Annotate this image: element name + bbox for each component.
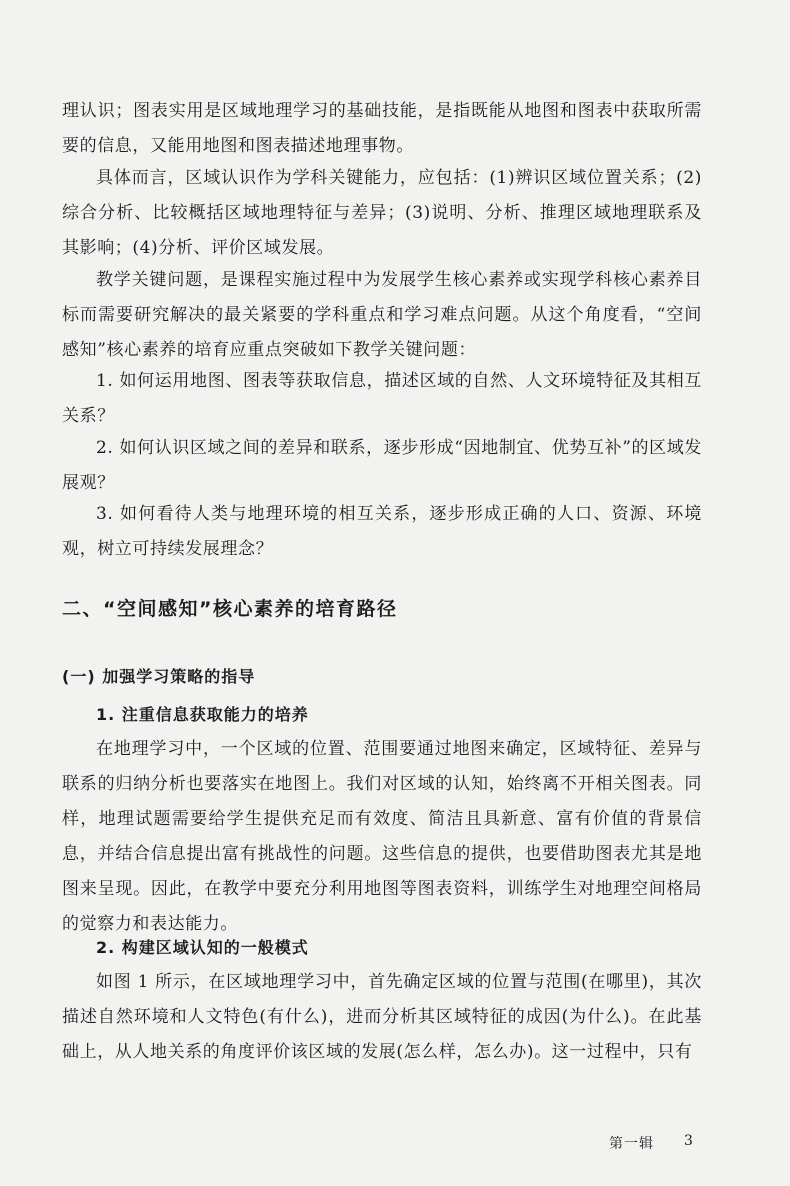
footer-series: 第一辑 (609, 1136, 654, 1152)
item-2-text: 如图 1 所示，在区域地理学习中，首先确定区域的位置与范围(在哪里)，其次描述自然环境和人文特色(有什么)，进而分析其区域特征的成因(为什么)。在此基础上，从人地关系的角度评价该区域的发展(怎么样，怎么办)。这一过程中，只有 (62, 972, 702, 1062)
item-1-title: 1. 注重信息获取能力的培养 (96, 705, 309, 724)
paragraph-specific: 具体而言，区域认识作为学科关键能力，应包括：(1)辨识区域位置关系；(2)综合分析、比较概括区域地理特征与差异；(3)说明、分析、推理区域地理联系及其影响；(4)分析、评价区域发展。 (62, 168, 702, 258)
question-2: 2. 如何认识区域之间的差异和联系，逐步形成“因地制宜、优势互补”的区域发展观？ (62, 438, 702, 493)
item-1-text: 在地理学习中，一个区域的位置、范围要通过地图来确定，区域特征、差异与联系的归纳分析也要落实在地图上。我们对区域的认知，始终离不开相关图表。同样，地理试题需要给学生提供充足而有效度、简洁且具新意、富有价值的背景信息，并结合信息提出富有挑战性的问题。这些信息的提供，也要借助图表尤其是地图来呈现。因此，在教学中要充分利用地图等图表资料，训练学生对地理空间格局的觉察力和表达能力。 (62, 739, 702, 934)
section-heading: 二、“空间感知”核心素养的培育路径 (62, 598, 398, 620)
paragraph-intro: 理认识；图表实用是区域地理学习的基础技能，是指既能从地图和图表中获取所需要的信息，又能用地图和图表描述地理事物。 (62, 101, 702, 156)
paragraph-key-questions: 教学关键问题，是课程实施过程中为发展学生核心素养或实现学科核心素养目标而需要研究解决的最关紧要的学科重点和学习难点问题。从这个角度看，“空间感知”核心素养的培育应重点突破如下教学关键问题： (62, 270, 702, 360)
question-3: 3. 如何看待人类与地理环境的相互关系，逐步形成正确的人口、资源、环境观，树立可持续发展理念？ (62, 504, 702, 559)
page-number: 3 (684, 1133, 694, 1149)
subsection-heading: (一) 加强学习策略的指导 (62, 667, 256, 686)
item-2-title: 2. 构建区域认知的一般模式 (96, 938, 309, 957)
question-1: 1. 如何运用地图、图表等获取信息，描述区域的自然、人文环境特征及其相互关系？ (62, 371, 702, 426)
